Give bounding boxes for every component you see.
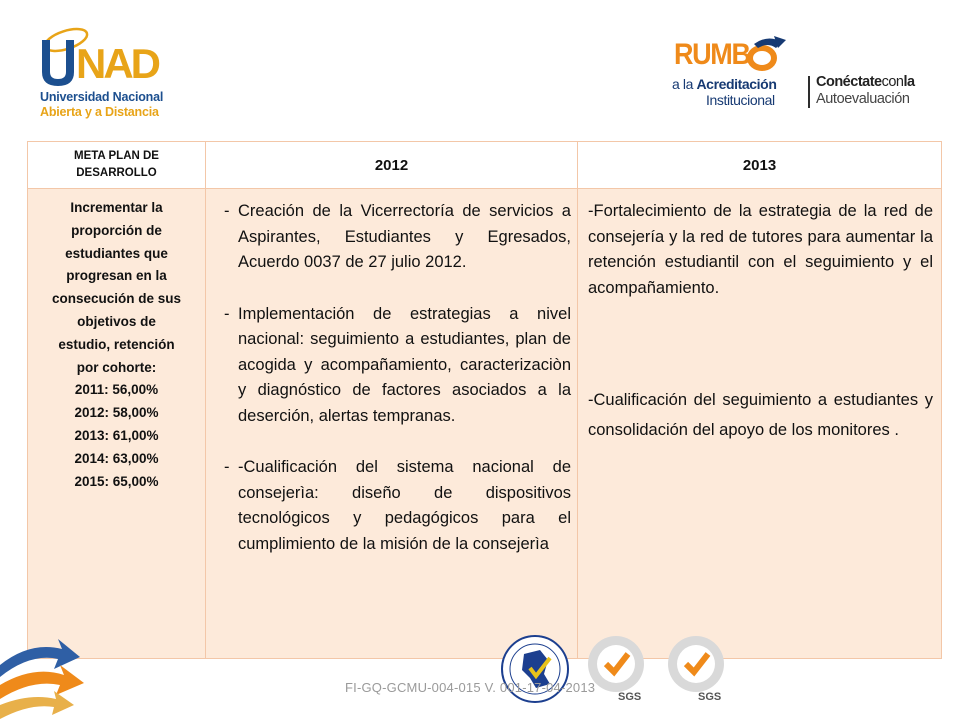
- table-header-row: [28, 142, 942, 189]
- document-code: FI-GQ-GCMU-004-015 V. 001-17-04-2013: [345, 680, 596, 695]
- list-item: [224, 199, 571, 276]
- action-2013-text: -Fortalecimiento de la estrategia de la red de consejería y la red de tutores para aumentar la retención estudiantil con el seguimiento y el acompañamiento.: [588, 202, 933, 297]
- actions-2013-cell: [578, 189, 942, 659]
- unad-logo: [36, 26, 166, 118]
- rumbo-acreditacion-logo: [668, 32, 938, 112]
- goal-cell: [28, 189, 206, 659]
- goal-text-line: estudiantes que: [65, 245, 168, 261]
- rumbo-tagline-1: [672, 76, 776, 92]
- development-plan-table: [27, 141, 942, 659]
- unad-name-line1: Universidad Nacional: [40, 90, 164, 104]
- goal-text-line: proporción de: [71, 222, 162, 238]
- unad-letters-graphic: [36, 26, 166, 88]
- goal-text-line: Incrementar la: [70, 200, 163, 215]
- slogan-con: con: [881, 74, 904, 90]
- goal-target: 2014: 63,00%: [74, 450, 159, 466]
- rumbo-swoosh-icon: [746, 36, 786, 72]
- rumbo-slogan-1: [816, 74, 915, 90]
- sgs-label: SGS: [698, 691, 722, 703]
- goal-target: 2015: 65,00%: [74, 473, 159, 489]
- rumbo-word: RUMB: [674, 38, 750, 71]
- actions-2012-cell: [206, 189, 578, 659]
- action-2012-text: Implementación de estrategias a nivel nacional: seguimiento a estudiantes, plan de acogida y acompañamiento, caracterizaciòn y diagnóstico de factores asociados a la deserción, alertas tempranas.: [238, 304, 571, 425]
- rumbo-tagline-2: Institucional: [706, 92, 775, 108]
- list-item: [224, 455, 571, 557]
- header-year-2012: 2012: [206, 142, 578, 189]
- action-2013-text: -Cualificación del seguimiento a estudiantes y consolidación del apoyo de los monitores .: [588, 391, 933, 439]
- sgs-label: SGS: [618, 691, 642, 703]
- goal-text-line: por cohorte:: [76, 359, 157, 375]
- header-meta-line1: META PLAN DE: [74, 150, 159, 162]
- header-year-2013: 2013: [578, 142, 942, 189]
- goal-target: 2012: 58,00%: [74, 405, 159, 421]
- bullet-dash: -: [224, 202, 230, 220]
- table-row: [28, 189, 942, 659]
- bullet-dash: -: [224, 304, 230, 323]
- list-item: [224, 302, 571, 430]
- goal-text-line: estudio, retención: [58, 336, 175, 352]
- rumbo-slogan-2: Autoevaluación: [816, 91, 910, 107]
- bullet-dash: -: [224, 458, 230, 476]
- action-2012-text: -Cualificación del sistema nacional de consejerìa: diseño de dispositivos tecnológicos y pedagógicos para el cumplimiento de la misión de la consejerìa: [238, 458, 571, 553]
- action-2012-text: Creación de la Vicerrectoría de servicios a Aspirantes, Estudiantes y Egresados, Acuerdo 0037 de 27 julio 2012.: [238, 202, 571, 271]
- decorative-arrows-icon: [0, 635, 90, 720]
- goal-target: 2011: 56,00%: [74, 382, 159, 398]
- unad-nad-text: NAD: [76, 40, 158, 87]
- slogan-conectate: Conéctate: [816, 74, 882, 90]
- header-meta-plan: [28, 142, 206, 189]
- goal-target: 2013: 61,00%: [74, 427, 159, 443]
- rumbo-tagline-bold: Acreditación: [696, 76, 777, 92]
- goal-text-line: consecución de sus: [51, 291, 182, 307]
- header-meta-line2: DESARROLLO: [76, 167, 157, 179]
- goal-text-line: objetivos de: [77, 313, 156, 329]
- unad-name-line2: Abierta y a Distancia: [40, 105, 159, 119]
- rumbo-separator: [808, 76, 810, 108]
- sgs-certification-badge-icon: [664, 634, 728, 704]
- goal-text-line: progresan en la: [66, 268, 167, 284]
- slogan-la: la: [903, 74, 915, 90]
- rumbo-tagline-prefix: a la: [672, 76, 697, 92]
